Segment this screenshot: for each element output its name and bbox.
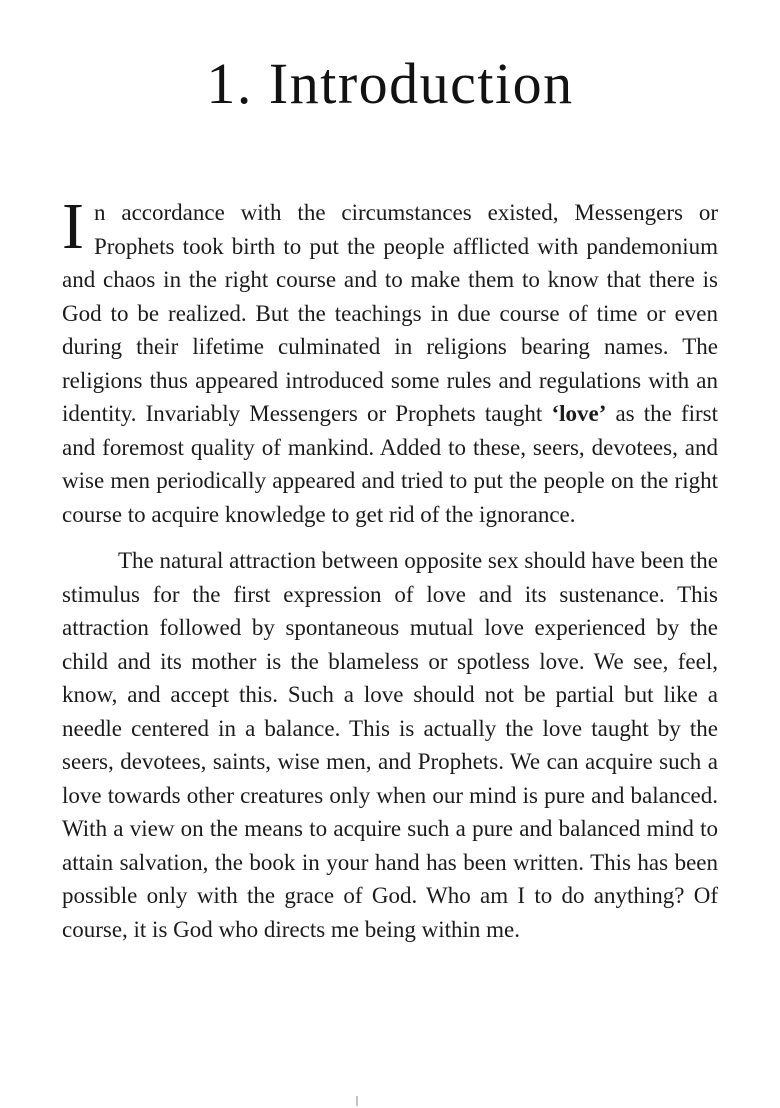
paragraph-1-text-b: as the first and foremost quality of mankind. Added to these, seers, devotees, and wise men periodically appeared and tried to put the people on the right course to acquire knowledge to get rid of the ignorance. (62, 401, 718, 527)
paragraph-1-text-a: n accordance with the circumstances existed, Messengers or Prophets took birth to put the people afflicted with pandemonium and chaos in the right course and to make them to know that there is God to be realized. But the teachings in due course of time or even during their lifetime culminated in religions bearing names. The religions thus appeared introduced some rules and regulations with an identity. Invariably Messengers or Prophets taught (62, 200, 718, 426)
page-bottom-mark (356, 1096, 358, 1106)
paragraph-2: The natural attraction between opposite sex should have been the stimulus for the first expression of love and its sustenance. This attraction followed by spontaneous mutual love experienced by the child and its mother is the blameless or spotless love. We see, feel, know, and accept this. Such a love should not be partial but like a needle centered in a balance. This is actually the love taught by the seers, devotees, saints, wise men, and Prophets. We can acquire such a love towards other creatures only when our mind is pure and balanced. With a view on the means to acquire such a pure and balanced mind to attain salvation, the book in your hand has been written. This has been possible only with the grace of God. Who am I to do anything? Of course, it is God who directs me being within me. (62, 548, 718, 942)
chapter-heading: 1. Introduction (206, 51, 574, 116)
paragraph-1-bold-love: ‘love’ (551, 401, 607, 426)
body-text-block (62, 190, 718, 946)
paragraph-1 (62, 190, 718, 531)
dropcap-letter: I (62, 190, 84, 263)
